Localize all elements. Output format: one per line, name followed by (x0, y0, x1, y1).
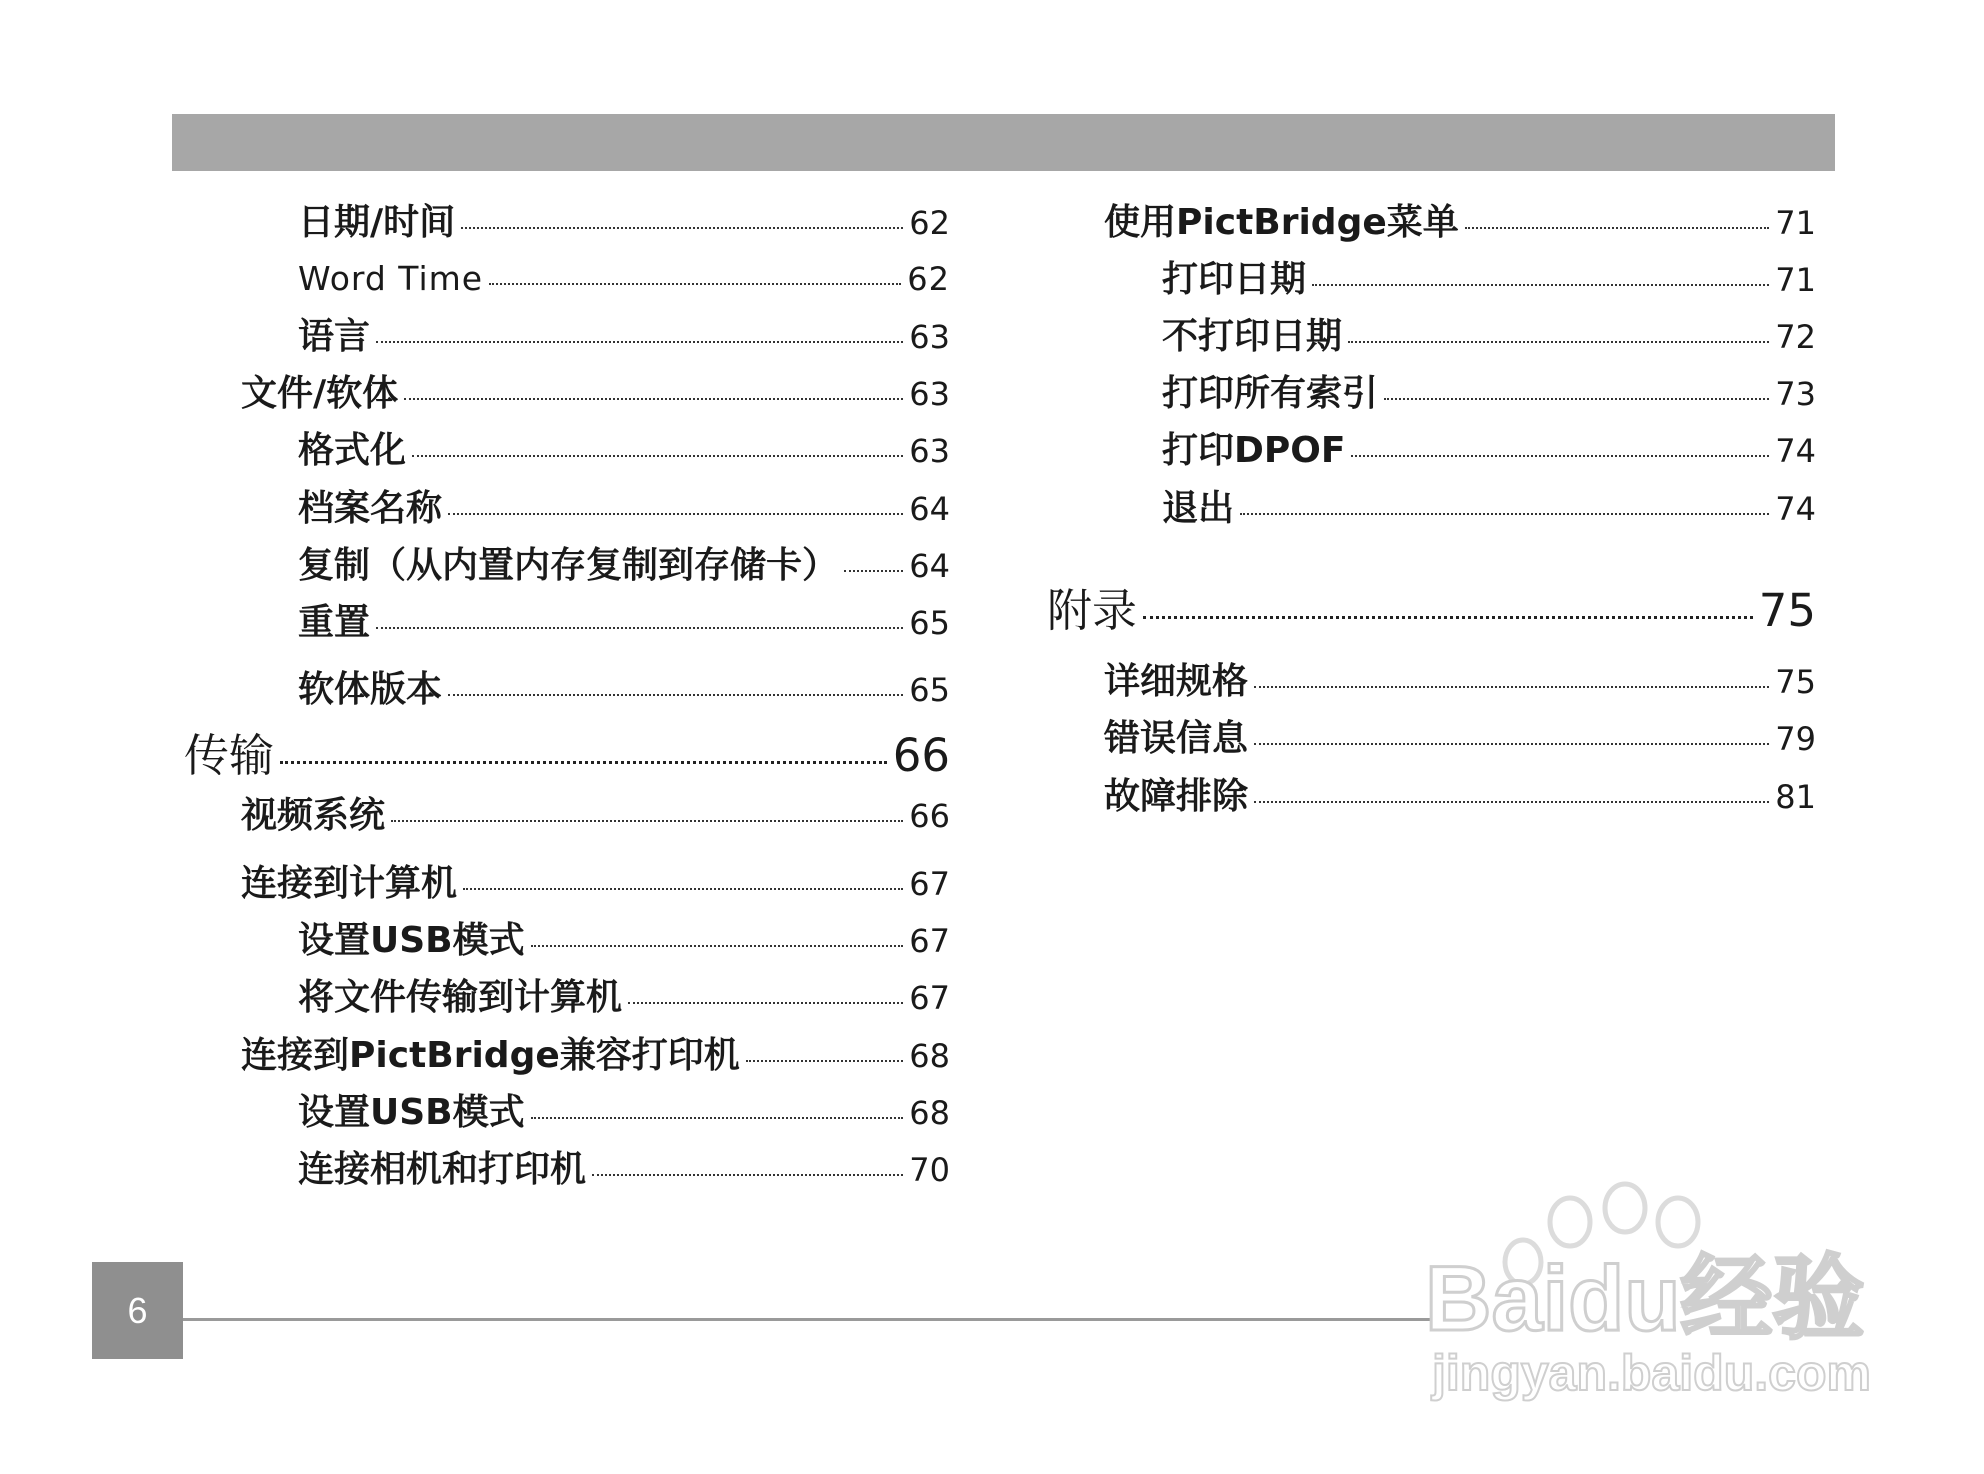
toc-entry[interactable] (298, 1092, 950, 1133)
toc-entry[interactable] (298, 977, 950, 1018)
dot-leader (376, 627, 903, 629)
page-number: 6 (127, 1289, 148, 1331)
toc-entry[interactable] (298, 920, 950, 961)
toc-entry-label: 软体版本 (298, 669, 443, 710)
toc-entry-page: 72 (1775, 318, 1816, 356)
toc-entry[interactable] (1162, 259, 1816, 300)
toc-entry-label: 错误信息 (1104, 718, 1249, 759)
page-number-tab (92, 1262, 183, 1359)
dot-leader (592, 1174, 903, 1176)
dot-leader (844, 570, 903, 572)
toc-entry-label: 详细规格 (1104, 661, 1249, 702)
watermark-url: jingyan.baidu.com (1432, 1345, 1871, 1401)
toc-entry-page: 71 (1775, 261, 1816, 299)
toc-entry-label: 设置USB模式 (298, 920, 525, 961)
toc-entry-label: Word Time (298, 259, 484, 298)
toc-entry-label: 连接到PictBridge兼容打印机 (241, 1035, 740, 1076)
toc-entry[interactable] (298, 430, 950, 471)
toc-section-heading[interactable] (1047, 584, 1816, 637)
dot-leader (1351, 455, 1769, 457)
toc-entry-page: 67 (909, 922, 950, 960)
toc-entry-page: 66 (892, 729, 950, 782)
toc-entry[interactable] (1162, 373, 1816, 414)
toc-entry[interactable] (241, 795, 950, 836)
toc-entry-label: 格式化 (298, 430, 407, 471)
dot-leader (531, 945, 904, 947)
toc-entry-page: 62 (909, 204, 950, 242)
dot-leader (463, 888, 903, 890)
toc-entry-label: 连接到计算机 (241, 863, 458, 904)
dot-leader (391, 820, 903, 822)
toc-entry-label: 打印所有索引 (1162, 373, 1379, 414)
toc-entry-page: 68 (909, 1094, 950, 1132)
toc-entry-label: 档案名称 (298, 488, 443, 529)
toc-entry[interactable] (241, 373, 950, 414)
dot-leader (1348, 341, 1769, 343)
toc-entry-label: 传输 (184, 729, 275, 782)
toc-entry[interactable] (1104, 776, 1816, 817)
toc-entry-page: 62 (907, 260, 950, 298)
toc-entry-page: 70 (909, 1151, 950, 1189)
toc-entry[interactable] (298, 259, 950, 298)
toc-entry-page: 65 (909, 604, 950, 642)
dot-leader (1240, 513, 1769, 515)
toc-entry-label: 文件/软体 (241, 373, 399, 414)
dot-leader (1143, 616, 1753, 619)
toc-section-heading[interactable] (184, 729, 950, 782)
dot-leader (489, 283, 901, 285)
toc-entry-page: 66 (909, 797, 950, 835)
toc-entry-label: 不打印日期 (1162, 316, 1343, 357)
toc-entry-page: 63 (909, 318, 950, 356)
toc-entry-page: 75 (1758, 584, 1816, 637)
toc-entry[interactable] (298, 1149, 950, 1190)
dot-leader (280, 761, 887, 764)
dot-leader (404, 398, 903, 400)
dot-leader (531, 1117, 904, 1119)
toc-entry-page: 64 (909, 547, 950, 585)
toc-entry[interactable] (298, 488, 950, 529)
toc-entry-label: 打印DPOF (1162, 430, 1346, 471)
toc-entry-label: 设置USB模式 (298, 1092, 525, 1133)
toc-entry-label: 将文件传输到计算机 (298, 977, 623, 1018)
dot-leader (1254, 801, 1769, 803)
toc-entry[interactable] (298, 316, 950, 357)
toc-entry-label: 故障排除 (1104, 776, 1249, 817)
toc-entry-page: 71 (1775, 204, 1816, 242)
toc-entry-label: 打印日期 (1162, 259, 1307, 300)
dot-leader (412, 455, 903, 457)
dot-leader (448, 513, 903, 515)
toc-entry-page: 67 (909, 979, 950, 1017)
toc-entry-label: 日期/时间 (298, 202, 456, 243)
dot-leader (1465, 227, 1770, 229)
toc-entry-label: 连接相机和打印机 (298, 1149, 587, 1190)
header-bar (172, 114, 1835, 171)
dot-leader (461, 227, 903, 229)
toc-entry-label: 重置 (298, 602, 371, 643)
toc-entry-label: 附录 (1047, 584, 1138, 637)
toc-entry[interactable] (1162, 488, 1816, 529)
toc-entry[interactable] (1162, 430, 1816, 471)
toc-entry-page: 73 (1775, 375, 1816, 413)
toc-entry[interactable] (241, 1035, 950, 1076)
dot-leader (1384, 398, 1769, 400)
dot-leader (628, 1002, 903, 1004)
dot-leader (1312, 284, 1769, 286)
toc-entry[interactable] (1104, 661, 1816, 702)
toc-entry[interactable] (298, 669, 950, 710)
toc-entry-label: 语言 (298, 316, 371, 357)
toc-entry-label: 退出 (1162, 488, 1235, 529)
toc-entry-page: 65 (909, 671, 950, 709)
toc-entry[interactable] (1104, 718, 1816, 759)
toc-entry[interactable] (298, 602, 950, 643)
toc-entry-label: 视频系统 (241, 795, 386, 836)
dot-leader (376, 341, 903, 343)
toc-entry[interactable] (298, 202, 950, 243)
dot-leader (448, 694, 903, 696)
dot-leader (1254, 743, 1769, 745)
toc-entry-page: 68 (909, 1037, 950, 1075)
footer-rule (183, 1318, 1438, 1321)
watermark-brand: Baidu经验 (1425, 1248, 1865, 1350)
toc-entry-page: 74 (1775, 432, 1816, 470)
toc-entry-page: 64 (909, 490, 950, 528)
toc-entry-page: 63 (909, 432, 950, 470)
toc-entry[interactable] (241, 863, 950, 904)
baidu-jingyan-watermark (1420, 1180, 1890, 1420)
dot-leader (1254, 686, 1769, 688)
toc-entry-page: 63 (909, 375, 950, 413)
toc-entry-page: 74 (1775, 490, 1816, 528)
toc-entry[interactable] (1162, 316, 1816, 357)
dot-leader (746, 1060, 904, 1062)
toc-entry-label: 复制（从内置内存复制到存储卡） (298, 545, 839, 586)
toc-entry[interactable] (298, 545, 950, 586)
toc-entry[interactable] (1104, 202, 1816, 243)
toc-entry-page: 67 (909, 865, 950, 903)
toc-entry-label: 使用PictBridge菜单 (1104, 202, 1459, 243)
toc-entry-page: 75 (1775, 663, 1816, 701)
toc-entry-page: 79 (1775, 720, 1816, 758)
toc-entry-page: 81 (1775, 778, 1816, 816)
